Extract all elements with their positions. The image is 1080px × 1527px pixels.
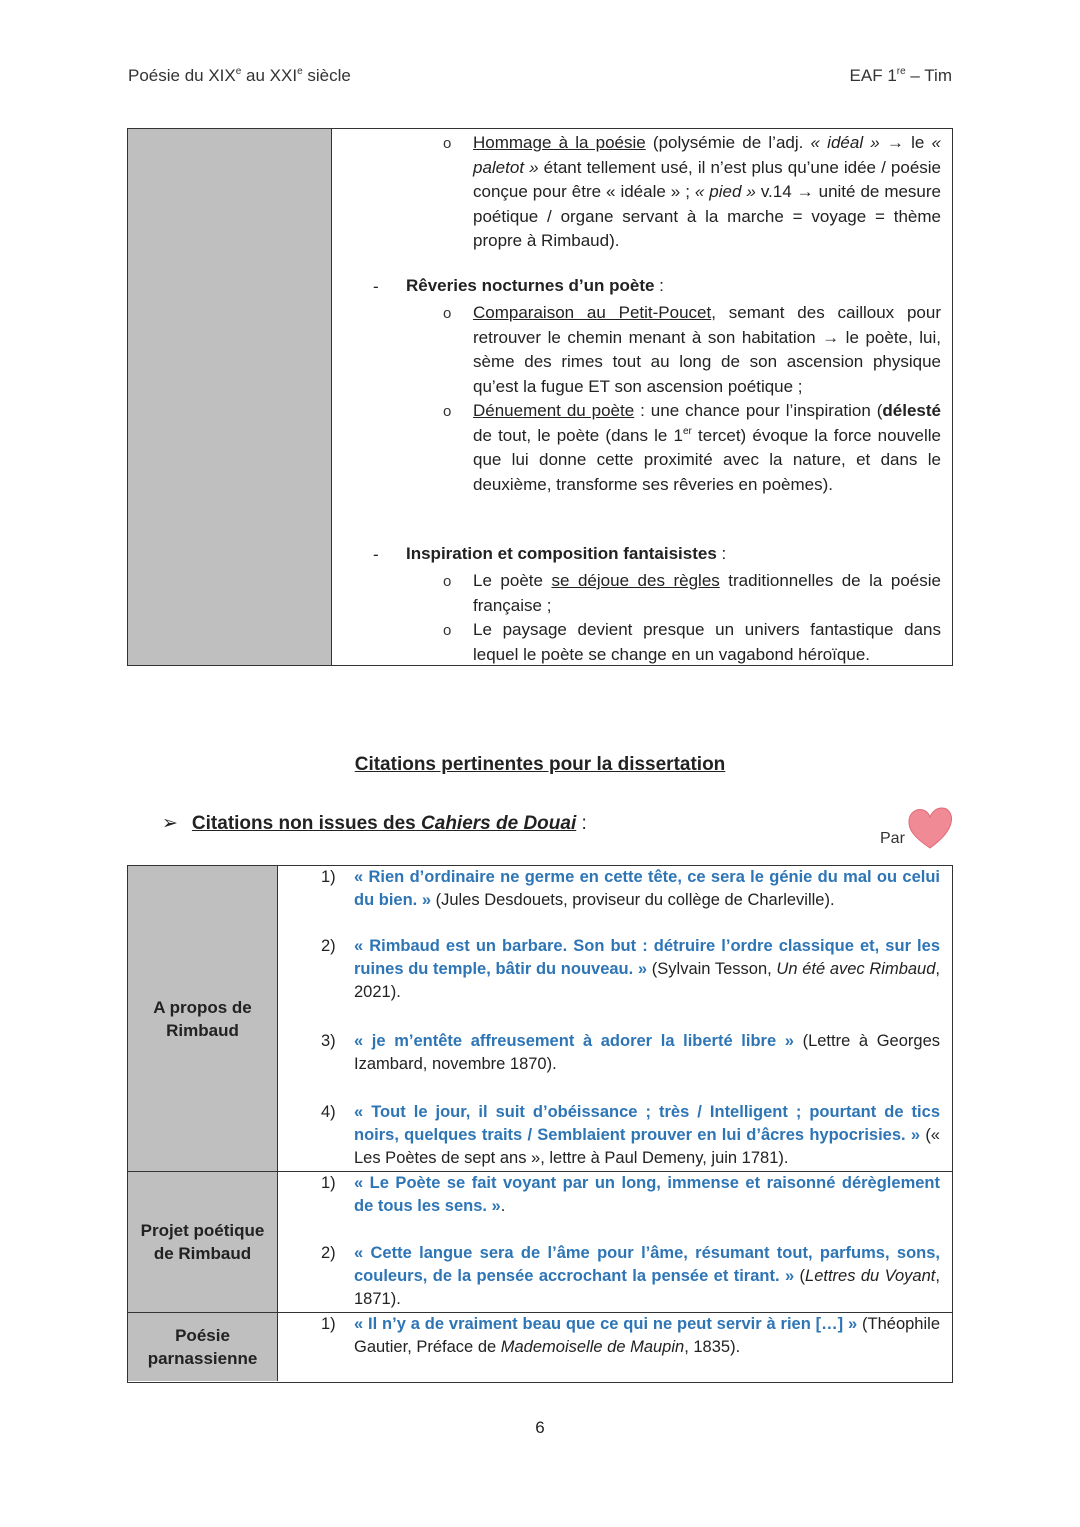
list-number: 2) (321, 937, 336, 955)
citation-item: « je m’entête affreusement à adorer la liberté libre » (Lettre à Georges Izambard, novembre 1870). (354, 1032, 941, 1073)
table-row (128, 866, 952, 1172)
citation-item: « Il n’y a de vraiment beau que ce qui ne peut servir à rien […] » (Théophile Gautier, Préface de Mademoiselle de Maupin, 1835). (354, 1315, 940, 1356)
row-label: Poésie parnassienne (128, 1313, 278, 1381)
dash-bullet-icon: - (373, 545, 379, 564)
circle-bullet-icon: o (443, 622, 452, 639)
circle-bullet-icon: o (443, 573, 452, 590)
citations-table (127, 865, 953, 1383)
circle-bullet-icon: o (443, 135, 452, 152)
citation-item: « Rien d’ordinaire ne germe en cette tête, ce sera le génie du mal ou celui du bien. » (Jules Desdouets, proviseur du collège de Charleville). (354, 868, 940, 909)
bullet-denuement: Dénuement du poète : une chance pour l’inspiration (délesté de tout, le poète (dans le 1er tercet) évoque la force nouvelle que lui donne cette proximité avec la nature, et dans le deuxième, transforme ses rêveries en poèmes). (473, 401, 942, 494)
row-label: A propos de Rimbaud (128, 866, 278, 1171)
grey-label-cell (128, 129, 332, 665)
citations-subheading: ➢ Citations non issues des Cahiers de Douai : (162, 813, 587, 834)
list-number: 1) (321, 1174, 336, 1192)
subtitle-reveries: Rêveries nocturnes d’un poète : (406, 276, 664, 295)
circle-bullet-icon: o (443, 403, 452, 420)
header-left: Poésie du XIXe au XXIe siècle (128, 66, 351, 85)
list-number: 2) (321, 1244, 336, 1262)
citation-item: « Rimbaud est un barbare. Son but : détruire l’ordre classique et, sur les ruines du temple, bâtir du nouveau. » (Sylvain Tesson, Un été avec Rimbaud, 2021). (354, 937, 940, 1001)
header-right: EAF 1re – Tim (849, 66, 952, 85)
subtitle-inspiration: Inspiration et composition fantaisistes : (406, 544, 727, 563)
list-number: 1) (321, 1315, 336, 1333)
par-label: Par (880, 830, 905, 847)
list-number: 3) (321, 1032, 336, 1050)
bullet-regles: Le poète se déjoue des règles traditionnelles de la poésie française ; (473, 571, 941, 615)
bullet-paysage: Le paysage devient presque un univers fantastique dans lequel le poète se change en un vagabond héroïque. (473, 620, 941, 664)
analysis-content-cell (333, 129, 952, 665)
arrow-bullet-icon: ➢ (162, 813, 178, 834)
citation-item: « Le Poète se fait voyant par un long, immense et raisonné dérèglement de tous les sens. ». (354, 1174, 940, 1215)
bullet-petit-poucet: Comparaison au Petit-Poucet, semant des cailloux pour retrouver le chemin menant à son habitation → le poète, lui, sème des rimes tout au long de son ascension physique qu’est la fugue ET son ascension poétique ; (473, 303, 942, 396)
table-row (128, 1313, 952, 1381)
citation-item: « Cette langue sera de l’âme pour l’âme, résumant tout, parfums, sons, couleurs, de la pensée accrochant la pensée et tirant. » (Lettres du Voyant, 1871). (354, 1244, 940, 1308)
heart-icon (905, 806, 955, 852)
section-title: Citations pertinentes pour la dissertation (354, 754, 726, 775)
list-number: 4) (321, 1103, 336, 1121)
table-row (128, 1172, 952, 1313)
circle-bullet-icon: o (443, 305, 452, 322)
analysis-table (127, 128, 953, 666)
row-label: Projet poétique de Rimbaud (128, 1172, 278, 1312)
page-number: 6 (535, 1418, 545, 1437)
dash-bullet-icon: - (373, 277, 379, 296)
citation-item: « Tout le jour, il suit d’obéissance ; très / Intelligent ; pourtant de tics noirs, quelques traits / Semblaient prouver en lui d’âcres hypocrisies. » (« Les Poètes de sept ans », lettre à Paul Demeny, juin 1781). (354, 1103, 940, 1167)
bullet-hommage: Hommage à la poésie (polysémie de l’adj. « idéal » → le « paletot » étant tellement usé, il n’est plus qu’une idée / poésie conçue pour être « idéale » ; « pied » v.14 → unité de mesure poétique / organe servant à la marche = voyage = thème propre à Rimbaud). (473, 133, 941, 250)
list-number: 1) (321, 868, 336, 886)
